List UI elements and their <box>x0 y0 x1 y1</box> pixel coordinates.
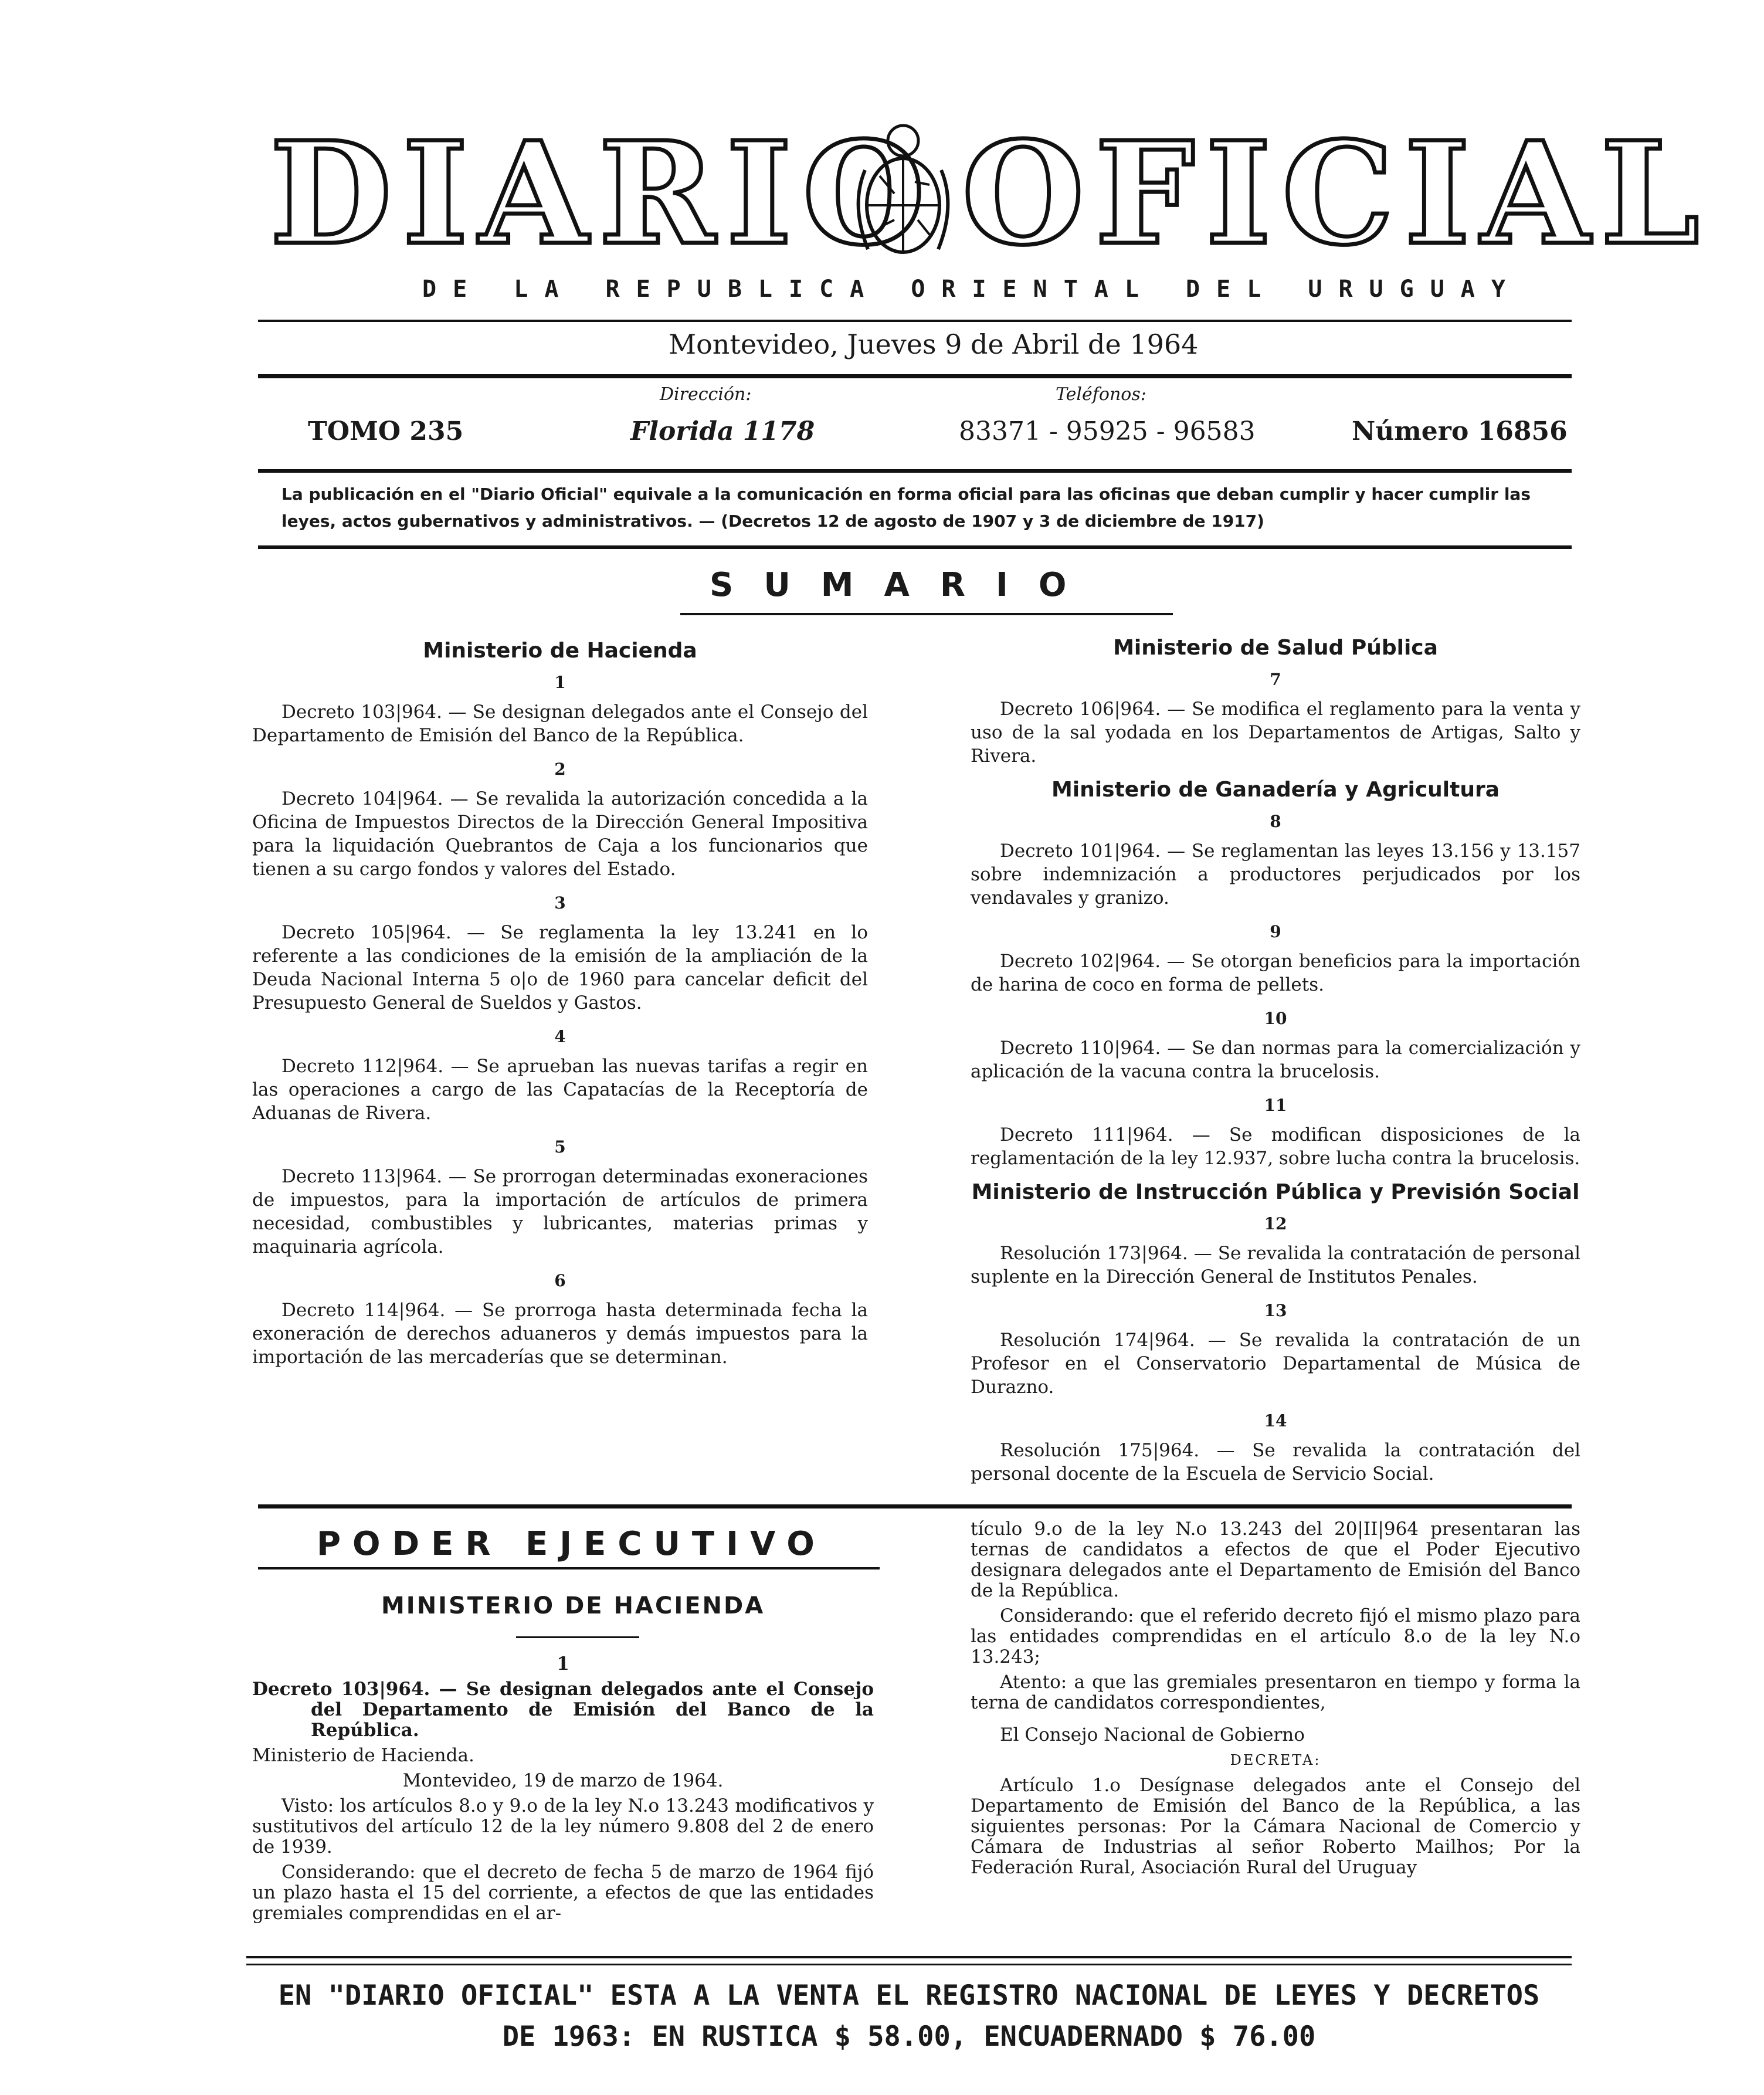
divider <box>516 1636 639 1638</box>
divider <box>246 1956 1572 1958</box>
coat-of-arms-icon <box>847 117 959 270</box>
divider <box>246 1964 1572 1965</box>
entry-number: 8 <box>1270 812 1281 831</box>
dateline: Montevideo, Jueves 9 de Abril de 1964 <box>669 328 1199 360</box>
entry-number: 13 <box>1264 1301 1287 1320</box>
entry-number: 2 <box>554 760 566 779</box>
masthead-subtitle: DE LA REPUBLICA ORIENTAL DEL URUGUAY <box>422 276 1522 303</box>
entry-number: 11 <box>1264 1096 1287 1115</box>
direccion-label: Dirección: <box>660 384 752 405</box>
masthead <box>258 111 1710 276</box>
entry-number: 3 <box>554 893 566 913</box>
entry-number: 6 <box>554 1271 566 1290</box>
ministry-heading: Ministerio de Hacienda <box>423 639 697 663</box>
divider <box>258 374 1572 378</box>
decree-considerando: Considerando: que el referido decreto fijó el mismo plazo para las entidades comprendidas en el artículo 8.o de la ley N.o 13.243; <box>971 1605 1580 1667</box>
entry-number: 10 <box>1264 1009 1287 1028</box>
divider <box>258 545 1572 549</box>
entry-number: 9 <box>1270 922 1281 941</box>
divider <box>258 469 1572 473</box>
decree-atento: Atento: a que las gremiales presentaron en tiempo y forma la terna de candidatos correspondientes, <box>971 1672 1580 1713</box>
sumario-left-column <box>252 639 868 1379</box>
decree-body-right <box>971 1519 1580 1883</box>
decree-title: Decreto 103|964. — Se designan delegados ante el Consejo del Departamento de Emisión del Banco de la República. <box>252 1679 874 1741</box>
sumario-entry: Decreto 110|964. — Se dan normas para la comercialización y aplicación de la vacuna contra la brucelosis. <box>971 1038 1580 1082</box>
sumario-entry-list <box>252 671 868 1369</box>
decree-visto: Visto: los artículos 8.o y 9.o de la ley N.o 13.243 modificativos y sustitutivos del artículo 12 de la ley número 9.808 del 2 de enero de 1939. <box>252 1795 874 1857</box>
sumario-entry: Decreto 104|964. — Se revalida la autorización concedida a la Oficina de Impuestos Directos de la Dirección General Impositiva para la liquidación Quebrantos de Caja a los funcionarios que tienen a su cargo fondos y valores del Estado. <box>252 788 868 880</box>
decree-considerando: Considerando: que el decreto de fecha 5 de marzo de 1964 fijó un plazo hasta el 15 del corriente, a efectos de que las entidades gremiales comprendidas en el ar- <box>252 1862 874 1924</box>
sumario-entry: Decreto 114|964. — Se prorroga hasta determinada fecha la exoneración de derechos aduaneros y demás impuestos para la importación de las mercaderías que se determinan. <box>252 1300 868 1368</box>
entry-number: 14 <box>1264 1411 1287 1430</box>
legal-notice: La publicación en el "Diario Oficial" equivale a la comunicación en forma oficial para las oficinas que deban cumplir y hacer cumplir las leyes, actos gubernativos y administrativos. — (Decretos 12 de agosto de 1907 y 3 de diciembre de 1917) <box>281 484 1531 531</box>
ministry-heading: Ministerio de Ganadería y Agricultura <box>1051 778 1500 802</box>
decree-origin: Ministerio de Hacienda. <box>252 1745 474 1766</box>
entry-number: 4 <box>554 1027 566 1046</box>
sumario-entry: Decreto 101|964. — Se reglamentan las leyes 13.156 y 13.157 sobre indemnización a productores perjudicados por los vendavales y granizo. <box>971 840 1580 908</box>
section-title: PODER EJECUTIVO <box>317 1525 826 1563</box>
footer-line-2: DE 1963: EN RUSTICA $ 58.00, ENCUADERNADO $ 76.00 <box>502 2021 1316 2053</box>
ministry-heading: Ministerio de Salud Pública <box>1113 636 1438 660</box>
sumario-entry: Decreto 112|964. — Se aprueban las nuevas tarifas a regir en las operaciones a cargo de las Capatacías de la Receptoría de Aduanas de Rivera. <box>252 1056 868 1124</box>
decree-body-left <box>252 1654 874 1928</box>
sumario-title: SUMARIO <box>710 566 1097 604</box>
divider <box>258 320 1572 322</box>
direccion: Florida 1178 <box>630 416 815 446</box>
sumario-entry: Resolución 173|964. — Se revalida la contratación de personal suplente en la Dirección General de Institutos Penales. <box>971 1243 1580 1287</box>
decree-decreta: DECRETA: <box>1230 1752 1321 1768</box>
sumario-right-column <box>971 636 1580 1496</box>
telefonos-label: Teléfonos: <box>1056 384 1146 405</box>
numero: Número 16856 <box>1352 416 1568 446</box>
footer-line-1: EN "DIARIO OFICIAL" ESTA A LA VENTA EL REGISTRO NACIONAL DE LEYES Y DECRETOS <box>278 1979 1540 2012</box>
entry-number: 1 <box>554 673 566 692</box>
sumario-entry: Decreto 105|964. — Se reglamenta la ley 13.241 en lo referente a las condiciones de la emisión de la ampliación de la Deuda Nacional Interna 5 o|o de 1960 para cancelar deficit del Presupuesto General de Sueldos y Gastos. <box>252 922 868 1013</box>
telefonos: 83371 - 95925 - 96583 <box>959 416 1256 446</box>
decree-number: 1 <box>557 1653 569 1674</box>
decree-council: El Consejo Nacional de Gobierno <box>1000 1724 1305 1745</box>
sumario-entry: Resolución 175|964. — Se revalida la contratación del personal docente de la Escuela de Servicio Social. <box>971 1440 1580 1484</box>
divider <box>258 1567 880 1569</box>
sumario-entry: Resolución 174|964. — Se revalida la contratación de un Profesor en el Conservatorio Departamental de Música de Durazno. <box>971 1330 1580 1398</box>
sumario-entry: Decreto 103|964. — Se designan delegados ante el Consejo del Departamento de Emisión del Banco de la República. <box>252 701 868 746</box>
masthead-title-left: DIARIO <box>270 111 936 276</box>
decree-date: Montevideo, 19 de marzo de 1964. <box>402 1770 724 1791</box>
divider <box>680 613 1173 615</box>
sumario-entry: Decreto 106|964. — Se modifica el reglamento para la venta y uso de la sal yodada en los Departamentos de Artigas, Salto y Rivera. <box>971 699 1580 767</box>
divider <box>258 1504 1572 1508</box>
decree-article: Artículo 1.o Desígnase delegados ante el Consejo del Departamento de Emisión del Banco de la República, a las siguientes personas: Por la Cámara Nacional de Comercio y Cámara de Industrias al señor Roberto Mailhos; Por la Federación Rural, Asociación Rural del Uruguay <box>971 1775 1580 1878</box>
sumario-entry: Decreto 111|964. — Se modifican disposiciones de la reglamentación de la ley 12.937, sobre lucha contra la brucelosis. <box>971 1124 1580 1169</box>
ministry-heading: Ministerio de Instrucción Pública y Previsión Social <box>971 1180 1580 1204</box>
decree-continuation: tículo 9.o de la ley N.o 13.243 del 20|II|964 presentaran las ternas de candidatos a efectos de que el Poder Ejecutivo designara delegados ante el Departamento de Emisión del Banco de la República. <box>971 1518 1580 1601</box>
sumario-entry: Decreto 113|964. — Se prorrogan determinadas exoneraciones de impuestos, para la importación de artículos de primera necesidad, combustibles y lubricantes, materias primas y maquinaria agrícola. <box>252 1166 868 1257</box>
entry-number: 5 <box>554 1137 566 1157</box>
tomo: TOMO 235 <box>308 416 464 446</box>
entry-number: 7 <box>1270 670 1281 689</box>
ministry-title: MINISTERIO DE HACIENDA <box>381 1592 765 1619</box>
masthead-title-right: OFICIAL <box>962 111 1710 276</box>
sumario-entry: Decreto 102|964. — Se otorgan beneficios para la importación de harina de coco en forma de pellets. <box>971 951 1580 995</box>
entry-number: 12 <box>1264 1214 1287 1233</box>
